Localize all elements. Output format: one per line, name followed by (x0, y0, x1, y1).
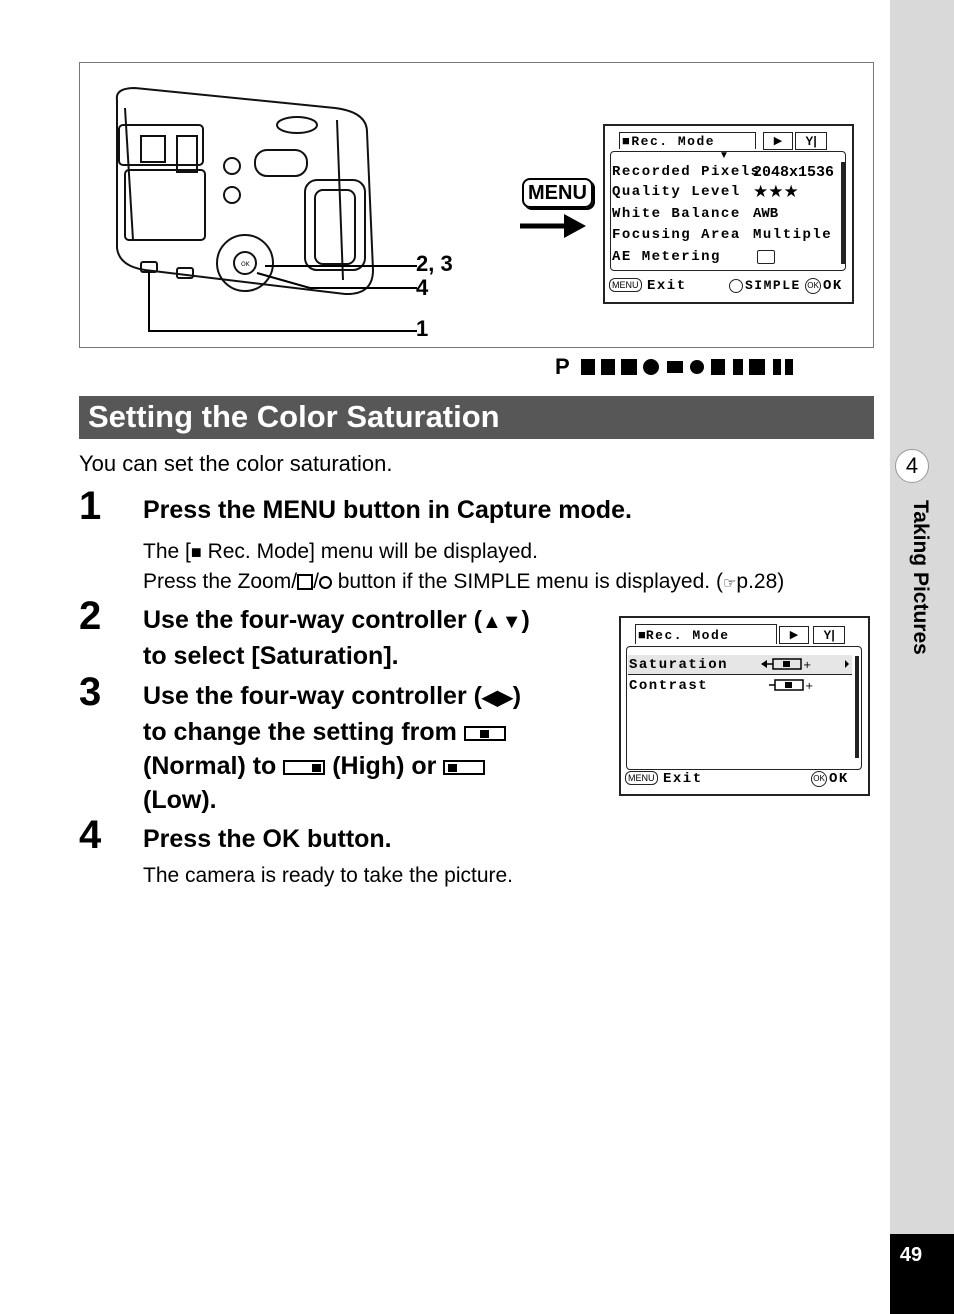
mode-icons (555, 354, 872, 380)
step-body-1: The [■ Rec. Mode] menu will be displayed. Press the Zoom/ / button if the SIMPLE menu is displayed. (☞p.28) (143, 540, 785, 593)
tab-pointer-icon: ▼ (719, 150, 729, 161)
step-title-3: Use the four-way controller (◀▶) to change the setting from (Normal) to (High) or (Low). (143, 682, 522, 814)
step-number-4: 4 (79, 813, 102, 857)
reference-pointer-icon: ☞ (722, 575, 737, 592)
menu-row-value: ★★★ (753, 182, 799, 201)
zoom-icon (729, 279, 743, 293)
playback-tab-icon: ▶ (779, 626, 809, 644)
menu-row-label: Focusing Area (612, 227, 741, 243)
menu-row-value: AWB (753, 206, 779, 222)
normal-saturation-icon (464, 726, 506, 741)
callout-4: 4 (416, 275, 429, 300)
menu-row-value: Multiple (753, 227, 833, 243)
low-saturation-icon (443, 760, 485, 775)
page-number: 49 (899, 1244, 923, 1266)
lcd-screen-rec-mode (603, 124, 854, 304)
saturation-slider-icon (761, 657, 851, 671)
scrollbar (841, 162, 845, 264)
high-saturation-icon (283, 760, 325, 775)
thumbnail-icon (297, 574, 313, 590)
contrast-slider-icon (769, 678, 819, 692)
step-number-1: 1 (79, 484, 102, 528)
ok-label: OK (823, 278, 843, 294)
menu-badge-icon: MENU (609, 278, 642, 292)
ok-badge-icon: OK (811, 771, 827, 787)
menu-row-value: 2048x1536 (753, 164, 835, 181)
menu-row-label: Recorded Pixels (612, 164, 761, 180)
intro-text: You can set the color saturation. (79, 451, 393, 476)
up-down-arrows-icon: ▲▼ (481, 611, 522, 633)
step-body-4: The camera is ready to take the picture. (143, 864, 514, 887)
scene-mode-icons (577, 357, 872, 377)
ok-button-label: OK (241, 261, 250, 268)
rec-mode-tab: ■Rec. Mode (635, 624, 777, 644)
menu-row-label: AE Metering (612, 249, 721, 265)
menu-row-label: Contrast (629, 678, 709, 694)
exit-label: Exit (647, 278, 687, 294)
svg-text:+: + (805, 681, 814, 692)
camera-icon: ■ (190, 542, 202, 562)
arrow-right-icon (520, 212, 588, 240)
scrollbar (855, 656, 859, 758)
svg-text:+: + (803, 660, 812, 671)
chapter-number: 4 (895, 449, 929, 483)
chapter-title: Taking Pictures (909, 500, 932, 655)
lcd-screen-saturation (619, 616, 870, 796)
ok-badge-icon: OK (805, 278, 821, 294)
menu-badge-icon: MENU (625, 771, 658, 785)
chapter-tab-strip (890, 0, 954, 1314)
camera-icon: ■ (638, 627, 646, 642)
ok-label: OK (829, 771, 849, 787)
menu-row-label: White Balance (612, 206, 741, 222)
section-title: Setting the Color Saturation (88, 399, 500, 434)
metering-icon (757, 250, 775, 264)
camera-illustration (105, 80, 425, 340)
left-right-arrows-icon: ◀▶ (481, 687, 513, 709)
setup-tab-icon: Y| (813, 626, 845, 644)
camera-icon: ■ (622, 133, 632, 148)
playback-tab-icon: ▶ (763, 132, 793, 150)
callout-1: 1 (416, 316, 429, 341)
menu-key-icon: MENU (522, 178, 593, 208)
exit-label: Exit (663, 771, 703, 787)
rec-mode-tab: ■Rec. Mode (619, 132, 756, 149)
step-number-3: 3 (79, 670, 102, 714)
step-title-1: Press the MENU button in Capture mode. (143, 496, 632, 524)
menu-row-label: Quality Level (612, 184, 741, 200)
program-mode-icon: P (555, 354, 571, 379)
step-title-2: Use the four-way controller (▲▼) to select [Saturation]. (143, 606, 530, 670)
simple-label: SIMPLE (745, 278, 801, 293)
setup-tab-icon: Y| (795, 132, 827, 150)
menu-row-label: Saturation (629, 657, 729, 673)
callout-2-3: 2, 3 (416, 251, 453, 276)
magnify-icon (319, 576, 332, 589)
step-number-2: 2 (79, 594, 102, 638)
step-title-4: Press the OK button. (143, 825, 392, 853)
